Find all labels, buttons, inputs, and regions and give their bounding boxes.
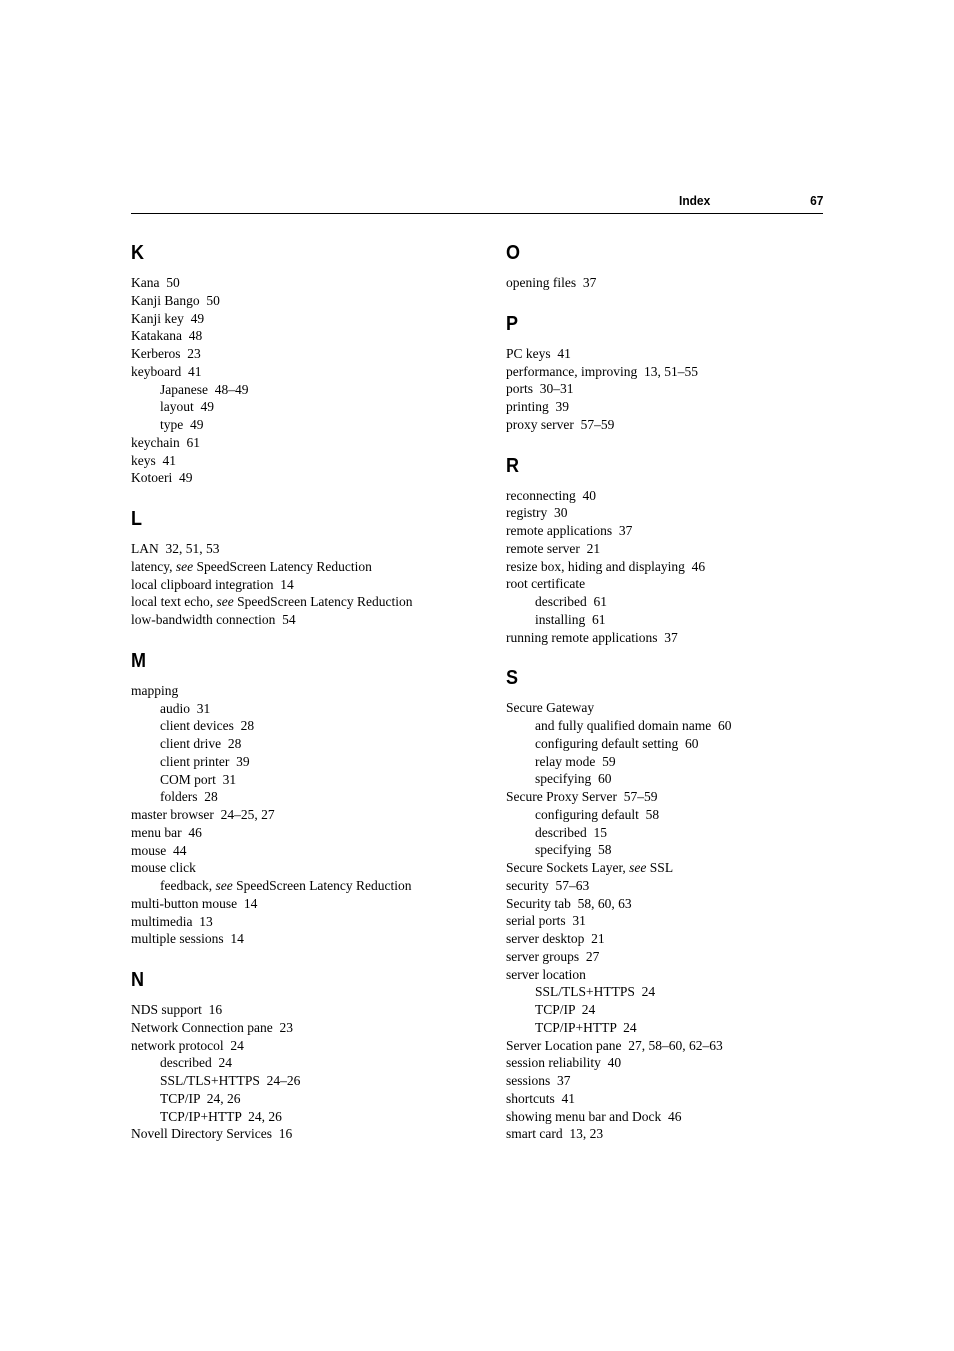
index-subentry: audio 31 (160, 700, 211, 716)
index-subentry: described 61 (535, 594, 607, 609)
index-section-m (131, 648, 491, 948)
section-letter: N (131, 969, 145, 991)
index-subentry: described 24 (160, 1055, 232, 1071)
index-entry: serial ports 31 (506, 913, 586, 929)
index-subentry: SSL/TLS+HTTPS 24 (535, 984, 656, 1000)
index-section-l (131, 506, 491, 629)
index-entry: Kana 50 (131, 275, 180, 290)
header-section-title: Index (679, 193, 711, 208)
index-entry: server groups 27 (506, 948, 600, 964)
running-header (131, 192, 823, 214)
index-entry: network protocol 24 (131, 1037, 244, 1053)
index-section-s (506, 665, 866, 1143)
index-entry: server location (506, 966, 586, 982)
index-subentry: SSL/TLS+HTTPS 24–26 (160, 1073, 301, 1088)
index-subentry: client printer 39 (160, 753, 250, 769)
index-entry: PC keys 41 (506, 345, 571, 361)
index-subentry: TCP/IP 24 (535, 1002, 596, 1017)
see-target: SpeedScreen Latency Reduction (232, 878, 412, 893)
index-entry (131, 558, 491, 576)
index-subentry: client drive 28 (160, 736, 242, 751)
index-entry: multiple sessions 14 (131, 931, 244, 947)
index-subentry: layout 49 (160, 399, 214, 415)
index-entry: NDS support 16 (131, 1002, 223, 1017)
index-entry: registry 30 (506, 505, 568, 521)
index-entry: printing 39 (506, 399, 569, 414)
index-entry: root certificate (506, 576, 586, 592)
index-entry: Kotoeri 49 (131, 470, 193, 486)
index-entry: sessions 37 (506, 1073, 571, 1088)
index-subentry: TCP/IP+HTTP 24 (535, 1019, 637, 1035)
index-entry: multi-button mouse 14 (131, 895, 258, 911)
index-entry: master browser 24–25, 27 (131, 807, 275, 822)
index-entry: multimedia 13 (131, 913, 213, 929)
index-subentry: COM port 31 (160, 771, 237, 787)
index-column-right (506, 240, 866, 1162)
index-entry: remote server 21 (506, 540, 601, 556)
index-entry: proxy server 57–59 (506, 416, 615, 432)
index-entry: showing menu bar and Dock 46 (506, 1108, 682, 1124)
index-subentry: specifying 58 (535, 842, 612, 858)
section-letter: M (131, 649, 147, 672)
section-letter: O (506, 242, 521, 264)
index-subentry (131, 877, 491, 895)
see-reference: see (216, 594, 234, 610)
index-subentry: TCP/IP 24, 26 (160, 1090, 241, 1106)
entry-text: local text echo, (131, 594, 217, 610)
entry-text: Secure Sockets Layer, (506, 860, 630, 875)
see-target: SpeedScreen Latency Reduction (233, 594, 413, 610)
index-subentry: and fully qualified domain name 60 (535, 718, 732, 733)
index-entry: mouse click (131, 860, 196, 876)
index-column-left (131, 240, 491, 1162)
index-entry: ports 30–31 (506, 381, 574, 397)
index-subentry: relay mode 59 (535, 753, 616, 769)
index-entry: Secure Gateway (506, 700, 595, 716)
index-subentry: type 49 (160, 417, 204, 432)
entry-text: feedback, (160, 878, 216, 893)
index-section-k (131, 240, 491, 487)
index-subentry: client devices 28 (160, 718, 255, 734)
see-target: SpeedScreen Latency Reduction (193, 558, 372, 574)
index-entry: smart card 13, 23 (506, 1126, 604, 1142)
section-letter: K (131, 242, 145, 264)
index-subentry: described 15 (535, 824, 607, 840)
index-section-r (506, 453, 866, 647)
index-section-o (506, 240, 866, 292)
section-letter: L (131, 508, 142, 530)
section-letter: R (506, 454, 520, 477)
index-entry: opening files 37 (506, 275, 597, 290)
see-reference: see (629, 860, 647, 875)
index-subentry: specifying 60 (535, 771, 612, 787)
index-entry: running remote applications 37 (506, 629, 678, 645)
index-entry: shortcuts 41 (506, 1090, 575, 1106)
index-subentry: configuring default setting 60 (535, 735, 699, 751)
index-entry: Server Location pane 27, 58–60, 62–63 (506, 1037, 723, 1053)
see-reference: see (175, 558, 194, 574)
see-reference: see (215, 878, 233, 893)
index-subentry: TCP/IP+HTTP 24, 26 (160, 1108, 282, 1124)
see-target: SSL (646, 860, 674, 875)
index-entry: session reliability 40 (506, 1055, 622, 1071)
index-entry: Secure Proxy Server 57–59 (506, 789, 658, 804)
index-entry (506, 859, 866, 877)
section-letter: P (506, 312, 519, 335)
page-number: 67 (809, 193, 823, 208)
index-subentry: folders 28 (160, 789, 218, 805)
section-letter: S (506, 667, 519, 690)
index-entry: Katakana 48 (131, 328, 203, 344)
index-entry: low-bandwidth connection 54 (131, 612, 296, 627)
index-entry: mapping (131, 682, 179, 698)
index-entry: mouse 44 (131, 842, 187, 858)
index-entry: keyboard 41 (131, 363, 202, 379)
index-entry: performance, improving 13, 51–55 (506, 363, 698, 379)
entry-text: latency, (131, 558, 176, 574)
index-entry: LAN 32, 51, 53 (131, 541, 220, 556)
index-entry: security 57–63 (506, 877, 590, 893)
index-entry: Novell Directory Services 16 (131, 1126, 293, 1142)
index-entry: menu bar 46 (131, 824, 202, 840)
index-entry: Kanji Bango 50 (131, 292, 220, 308)
index-entry: resize box, hiding and displaying 46 (506, 558, 706, 574)
index-entry: keys 41 (131, 452, 176, 468)
index-entry: Network Connection pane 23 (131, 1019, 293, 1035)
index-entry: Kerberos 23 (131, 346, 201, 361)
index-entry: Kanji key 49 (131, 310, 205, 326)
index-subentry: Japanese 48–49 (160, 381, 249, 397)
index-subentry: configuring default 58 (535, 806, 660, 822)
index-entry: Security tab 58, 60, 63 (506, 895, 632, 911)
index-entry: local clipboard integration 14 (131, 576, 294, 592)
index-entry: keychain 61 (131, 434, 200, 450)
index-section-n (131, 967, 491, 1143)
index-subentry: installing 61 (535, 611, 606, 627)
index-entry: server desktop 21 (506, 931, 605, 946)
index-entry: reconnecting 40 (506, 487, 596, 503)
index-entry (131, 593, 491, 611)
index-entry: remote applications 37 (506, 523, 633, 538)
index-section-p (506, 311, 866, 434)
